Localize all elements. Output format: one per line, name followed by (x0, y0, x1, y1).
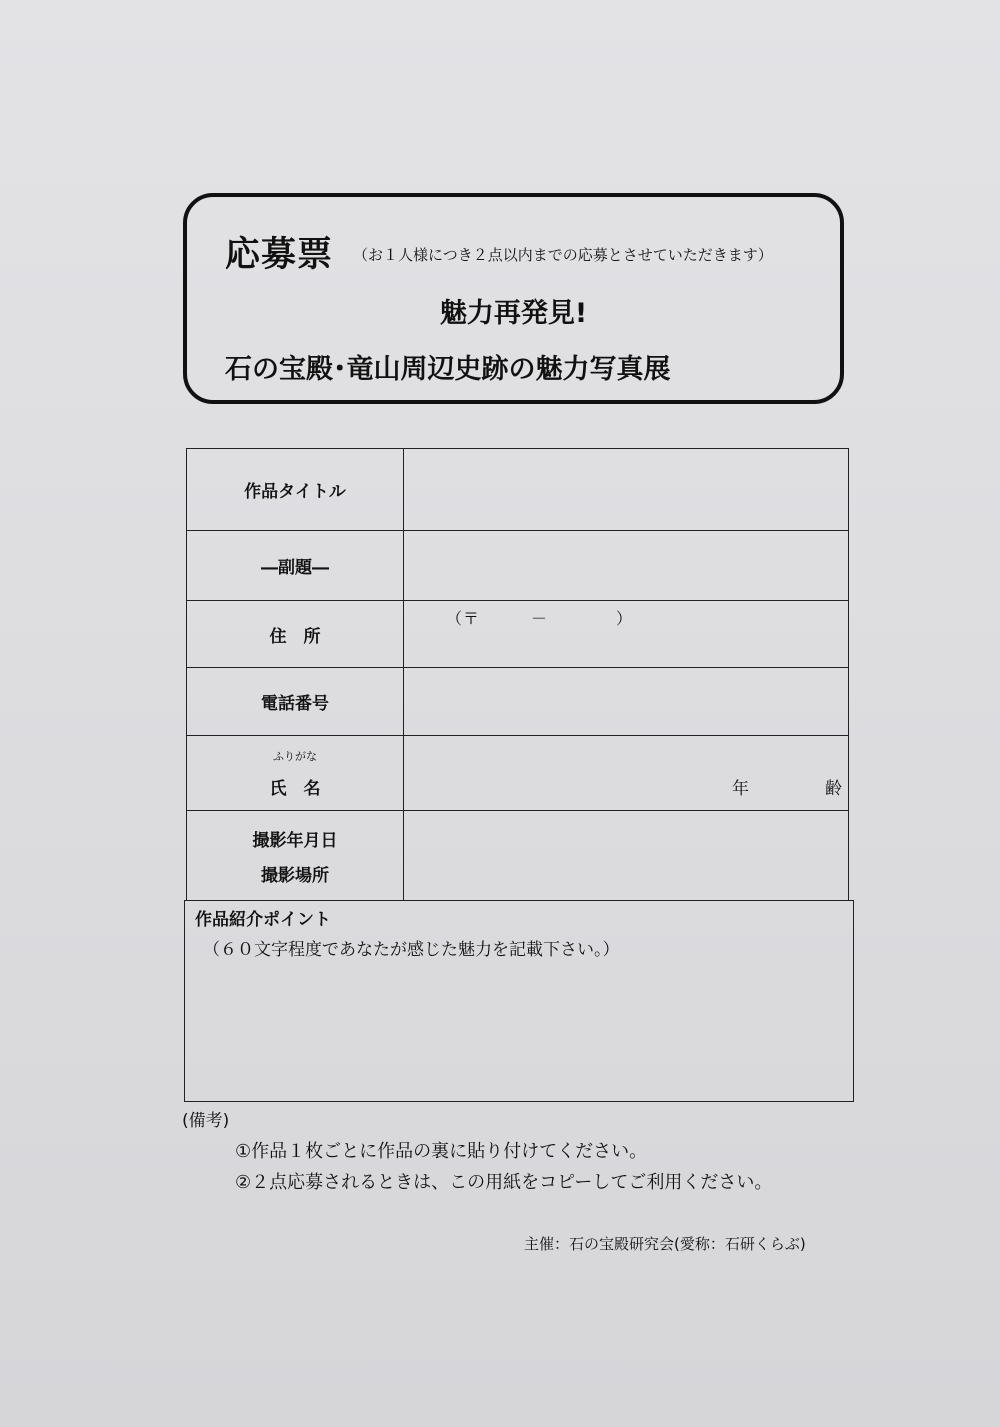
intro-hint: （６０文字程度であなたが感じた魅力を記載下さい。） (203, 940, 620, 960)
field-shooting-info[interactable] (404, 811, 849, 901)
field-phone[interactable] (404, 668, 849, 736)
row-name (187, 736, 849, 811)
remarks-heading: (備考) (182, 1111, 230, 1131)
entry-form-table (186, 448, 849, 901)
remark-item: ②２点応募されるときは、この用紙をコピーしてご利用ください。 (235, 1172, 773, 1193)
label-subtitle: ―副題― (187, 531, 404, 601)
row-phone (187, 668, 849, 736)
event-subtitle: 魅力再発見! (439, 298, 588, 329)
field-address[interactable] (404, 601, 849, 668)
intro-point-box[interactable] (184, 900, 854, 1102)
row-subtitle (187, 531, 849, 601)
label-shooting-date: 撮影年月日 (252, 830, 338, 851)
furigana-label: ふりがな (273, 749, 317, 763)
field-subtitle[interactable] (404, 531, 849, 601)
field-work-title[interactable] (404, 449, 849, 531)
row-shooting-info (187, 811, 849, 901)
age-label-part2: 齢 (825, 779, 842, 799)
header-box (183, 193, 844, 404)
label-shooting-place: 撮影場所 (261, 865, 329, 886)
label-phone: 電話番号 (187, 668, 404, 736)
form-title: 応募票 (225, 235, 334, 275)
intro-heading: 作品紹介ポイント (195, 910, 331, 930)
postal-code-hint: （〒 － ） (446, 609, 634, 628)
label-address: 住 所 (187, 601, 404, 668)
remark-item: ①作品１枚ごとに作品の裏に貼り付けてください。 (235, 1141, 648, 1162)
label-shooting-cell (187, 811, 404, 901)
label-name-cell (187, 736, 404, 811)
field-name[interactable] (404, 736, 849, 811)
label-name: 氏 名 (269, 778, 321, 799)
age-label (732, 774, 842, 799)
form-note: （お１人様につき２点以内までの応募とさせていただきます） (353, 246, 773, 264)
organizer-credit: 主催：石の宝殿研究会(愛称：石研くらぶ) (524, 1235, 806, 1253)
age-label-part1: 年 (732, 779, 749, 799)
label-work-title: 作品タイトル (187, 449, 404, 531)
event-title: 石の宝殿･竜山周辺史跡の魅力写真展 (225, 354, 671, 385)
row-address (187, 601, 849, 668)
row-work-title (187, 449, 849, 531)
